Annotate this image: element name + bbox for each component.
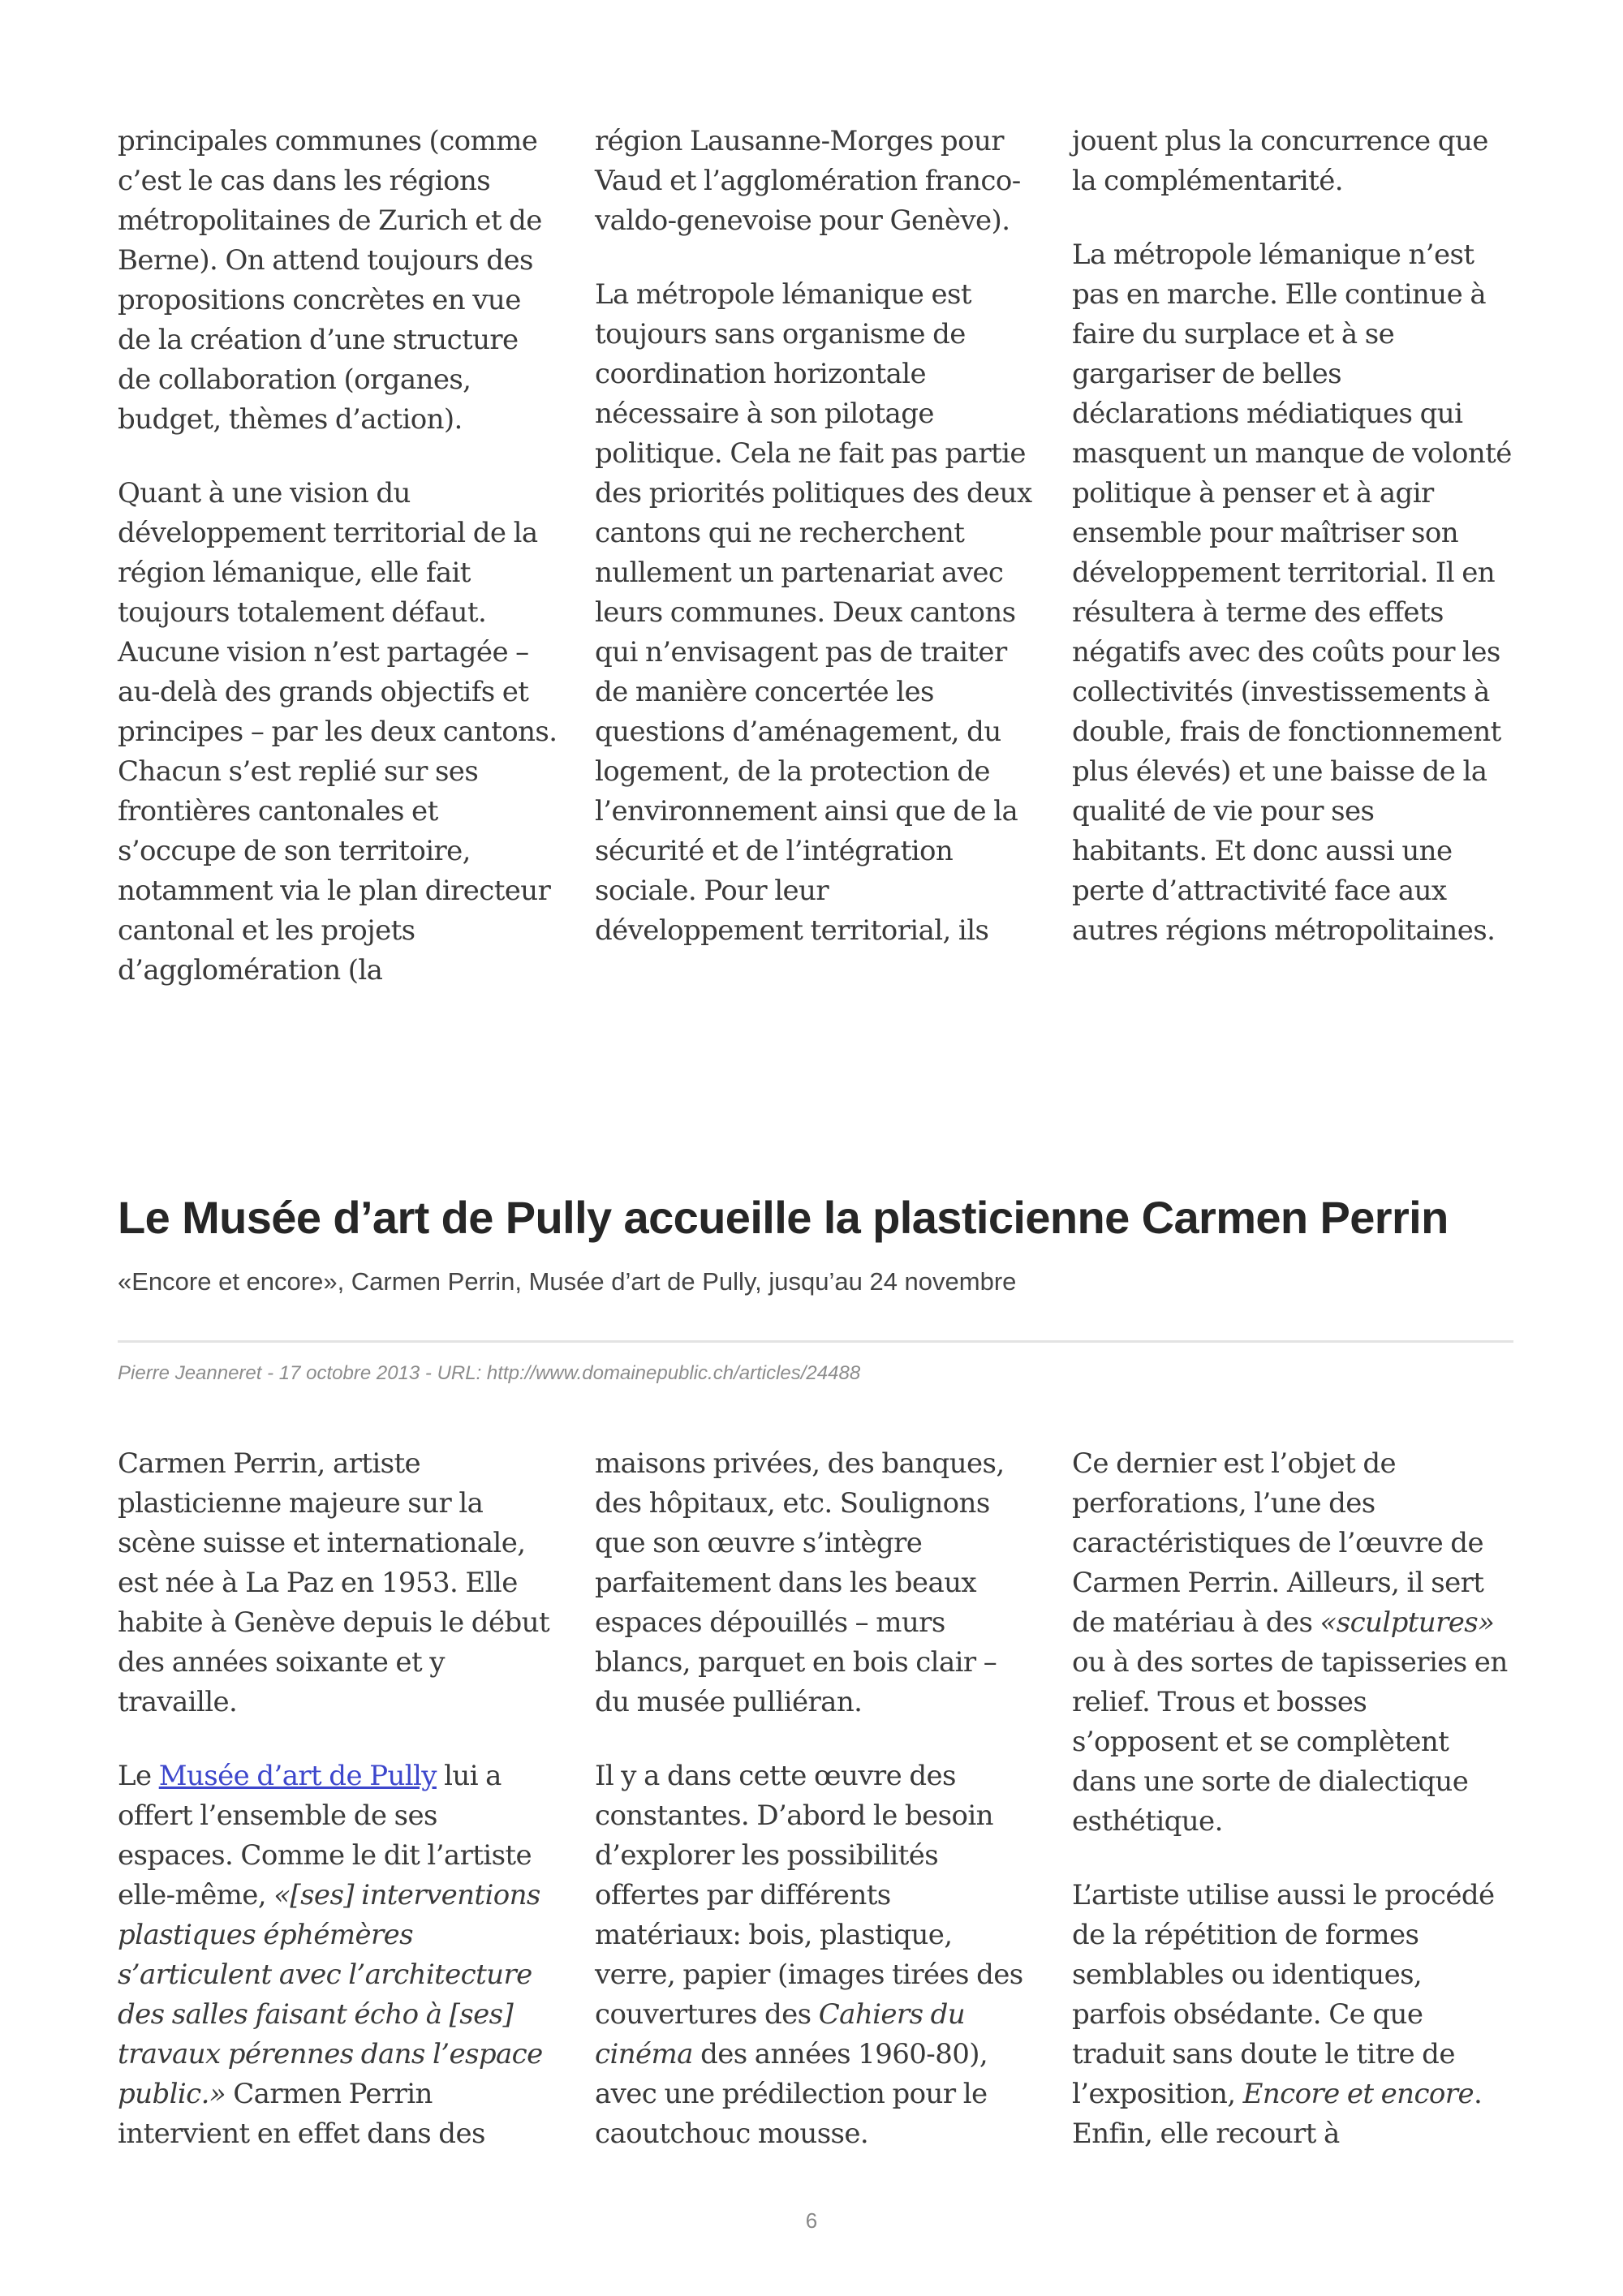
article-columns bbox=[118, 1444, 1513, 2154]
previous-article-column-2 bbox=[595, 122, 1035, 991]
artist-quote: «[ses] interventions plastiques éphémères s’articulent avec l’architecture des salles faisant écho à [ses] travaux pérennes dans l’espace public.» bbox=[118, 1879, 543, 2110]
paragraph bbox=[1072, 1444, 1513, 1842]
italic-title: Cahiers du cinéma bbox=[595, 1998, 966, 2070]
italic-title: Encore et encore bbox=[1242, 2078, 1474, 2110]
text-segment: Carmen Perrin intervient en effet dans des bbox=[118, 2078, 485, 2150]
text-segment: L’artiste utilise aussi le procédé de la répétition de formes semblables ou identiques, parfois obsédante. Ce que traduit sans doute le titre de l’exposition, bbox=[1072, 1879, 1495, 2110]
page-number: 6 bbox=[805, 2208, 818, 2233]
paragraph: La métropole lémanique est toujours sans organisme de coordination horizontale nécessaire à son pilotage politique. Cela ne fait pas partie des priorités politiques des deux cantons qui ne recherchent nullement un partenariat avec leurs communes. Deux cantons qui n’envisagent pas de traiter de manière concertée les questions d’aménagement, du logement, de la protection de l’environnement ainsi que de la sécurité et de l’intégration sociale. Pour leur développement territorial, ils bbox=[595, 278, 1032, 947]
previous-article-columns bbox=[118, 122, 1513, 991]
paragraph: jouent plus la concurrence que la complémentarité. bbox=[1072, 125, 1488, 197]
paragraph bbox=[1072, 1876, 1513, 2154]
text-segment: des années 1960-80), avec une prédilection pour le caoutchouc mousse. bbox=[595, 2038, 988, 2150]
paragraph bbox=[595, 1756, 1035, 2154]
article-byline: Pierre Jeanneret - 17 octobre 2013 - URL: http://www.domainepublic.ch/articles/24488 bbox=[118, 1362, 861, 1384]
text-segment: lui a offert l’ensemble de ses espaces. Comme le dit l’artiste elle-même, bbox=[118, 1760, 532, 1911]
paragraph: Carmen Perrin, artiste plasticienne majeure sur la scène suisse et internationale, est née à La Paz en 1953. Elle habite à Genève depuis le début des années soixante et y travaille. bbox=[118, 1447, 550, 1718]
italic-term: «sculptures» bbox=[1319, 1606, 1495, 1639]
paragraph: région Lausanne-Morges pour Vaud et l’agglomération franco-valdo-genevoise pour Genève). bbox=[595, 125, 1021, 237]
paragraph: La métropole lémanique n’est pas en marche. Elle continue à faire du surplace et à se gargariser de belles déclarations médiatiques qui masquent un manque de volonté politique à penser et à agir ensemble pour maîtriser son développement territorial. Il en résultera à terme des effets négatifs avec des coûts pour les collectivités (investissements à double, frais de fonctionnement plus élevés) et une baisse de la qualité de vie pour ses habitants. Et donc aussi une perte d’attractivité face aux autres régions métropolitaines. bbox=[1072, 239, 1512, 947]
paragraph bbox=[118, 1756, 558, 2154]
text-segment: Ce dernier est l’objet de perforations, l’une des caractéristiques de l’œuvre de Carmen Perrin. Ailleurs, il sert de matériau à des bbox=[1072, 1447, 1484, 1639]
paragraph: Quant à une vision du développement territorial de la région lémanique, elle fait toujours totalement défaut. Aucune vision n’est partagée – au-delà des grands objectifs et principes – par les deux cantons. Chacun s’est replié sur ses frontières cantonales et s’occupe de son territoire, notamment via le plan directeur cantonal et les projets d’agglomération (la bbox=[118, 477, 558, 987]
paragraph: principales communes (comme c’est le cas dans les régions métropolitaines de Zurich et de Berne). On attend toujours des propositions concrètes en vue de la création d’une structure de collaboration (organes, budget, thèmes d’action). bbox=[118, 125, 542, 436]
text-segment: Le bbox=[118, 1760, 159, 1792]
previous-article-column-3 bbox=[1072, 122, 1513, 991]
text-segment: ou à des sortes de tapisseries en relief. Trous et bosses s’opposent et se complètent dans une sorte de dialectique esthétique. bbox=[1072, 1646, 1508, 1838]
paragraph: maisons privées, des banques, des hôpitaux, etc. Soulignons que son œuvre s’intègre parfaitement dans les beaux espaces dépouillés – murs blancs, parquet en bois clair – du musée pulliéran. bbox=[595, 1447, 1005, 1718]
article-column-3 bbox=[1072, 1444, 1513, 2154]
article-title: Le Musée d’art de Pully accueille la plasticienne Carmen Perrin bbox=[118, 1192, 1449, 1243]
text-segment: . Enfin, elle recourt à bbox=[1072, 2078, 1483, 2150]
article-column-1 bbox=[118, 1444, 558, 2154]
musee-pully-link[interactable]: Musée d’art de Pully bbox=[158, 1760, 437, 1792]
text-segment: Il y a dans cette œuvre des constantes. D’abord le besoin d’explorer les possibilités offertes par différents matériaux: bois, plastique, verre, papier (images tirées des couvertures des bbox=[595, 1760, 1023, 2031]
previous-article-column-1 bbox=[118, 122, 558, 991]
article-column-2 bbox=[595, 1444, 1035, 2154]
divider bbox=[118, 1340, 1513, 1343]
article-subtitle: «Encore et encore», Carmen Perrin, Musée d’art de Pully, jusqu’au 24 novembre bbox=[118, 1267, 1017, 1296]
